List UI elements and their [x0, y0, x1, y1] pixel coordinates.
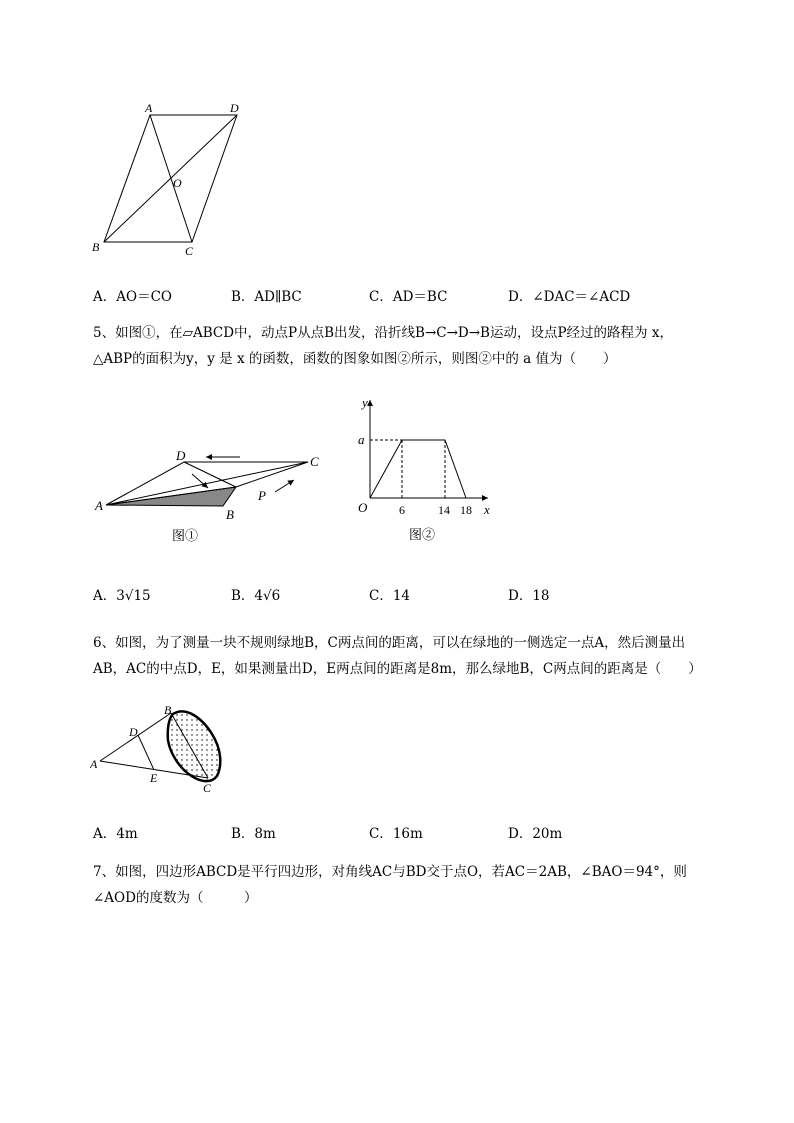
label-c: C [185, 244, 194, 258]
label-o: O [173, 176, 182, 190]
axis-label-y: y [362, 395, 368, 410]
function-graph [370, 440, 466, 498]
segment-de [138, 735, 154, 770]
q5-text-line2: △ABP的面积为y，y 是 x 的函数，函数的图象如图②所示，则图②中的 a 值为（ ） [93, 351, 617, 367]
label-b: B [164, 703, 172, 717]
q5-option-c[interactable]: C．14 [369, 588, 411, 604]
q5-option-a[interactable]: A．3√15 [93, 588, 151, 604]
label-d: D [129, 725, 138, 739]
label-p: P [258, 488, 266, 503]
label-a: A [145, 101, 153, 115]
q6-option-b[interactable]: B．8m [231, 826, 276, 842]
q6-option-a[interactable]: A．4m [93, 826, 138, 842]
tick-18: 18 [460, 503, 472, 517]
q5-option-d[interactable]: D．18 [508, 588, 550, 604]
q4-option-a[interactable]: A．AO＝CO [93, 289, 172, 305]
q4-option-d[interactable]: D．∠DAC＝∠ACD [508, 289, 631, 305]
q6-text-line2: AB，AC的中点D，E，如果测量出D，E两点间的距离是8m，那么绿地B，C两点间的距离是（ ） [93, 661, 702, 677]
q4-parallelogram-figure [85, 95, 255, 265]
q7-text-line1: 7、如图，四边形ABCD是平行四边形，对角线AC与BD交于点O，若AC＝2AB，∠BAO＝94°，则 [93, 864, 687, 880]
tick-14: 14 [438, 503, 450, 517]
caption-fig-2: 图② [409, 527, 436, 542]
label-c: C [310, 454, 319, 469]
q5-figure-1 [92, 440, 332, 550]
label-d: D [230, 101, 239, 115]
label-a: A [90, 757, 98, 771]
q5-text-line1: 5、如图①，在▱ABCD中，动点P从点B出发，沿折线B→C→D→B运动，设点P经过的路程为 x， [93, 325, 673, 341]
q6-text-line1: 6、如图，为了测量一块不规则绿地B，C两点间的距离，可以在绿地的一侧选定一点A，然后测量出 [93, 635, 686, 651]
origin-label: O [358, 500, 368, 515]
q4-option-b[interactable]: B．AD∥BC [231, 289, 302, 305]
label-a: A [95, 498, 103, 513]
q4-option-c[interactable]: C．AD＝BC [369, 289, 448, 305]
q5-figure-2-graph [350, 392, 510, 550]
q6-option-c[interactable]: C．16m [369, 826, 423, 842]
label-c: C [203, 781, 212, 795]
label-b: B [92, 240, 100, 254]
q6-option-d[interactable]: D．20m [508, 826, 563, 842]
q5-option-b[interactable]: B．4√6 [231, 588, 281, 604]
tick-6: 6 [399, 503, 405, 517]
q6-figure-field [90, 698, 240, 800]
diagonal-bd [104, 115, 237, 242]
label-e: E [150, 771, 158, 785]
label-b: B [226, 507, 234, 522]
arrow-up [275, 480, 294, 492]
caption-fig-1: 图① [172, 528, 199, 543]
axis-label-x: x [484, 502, 490, 517]
q7-text-line2: ∠AOD的度数为（ ） [93, 890, 258, 906]
label-a-value: a [358, 432, 365, 447]
label-d: D [176, 448, 186, 463]
